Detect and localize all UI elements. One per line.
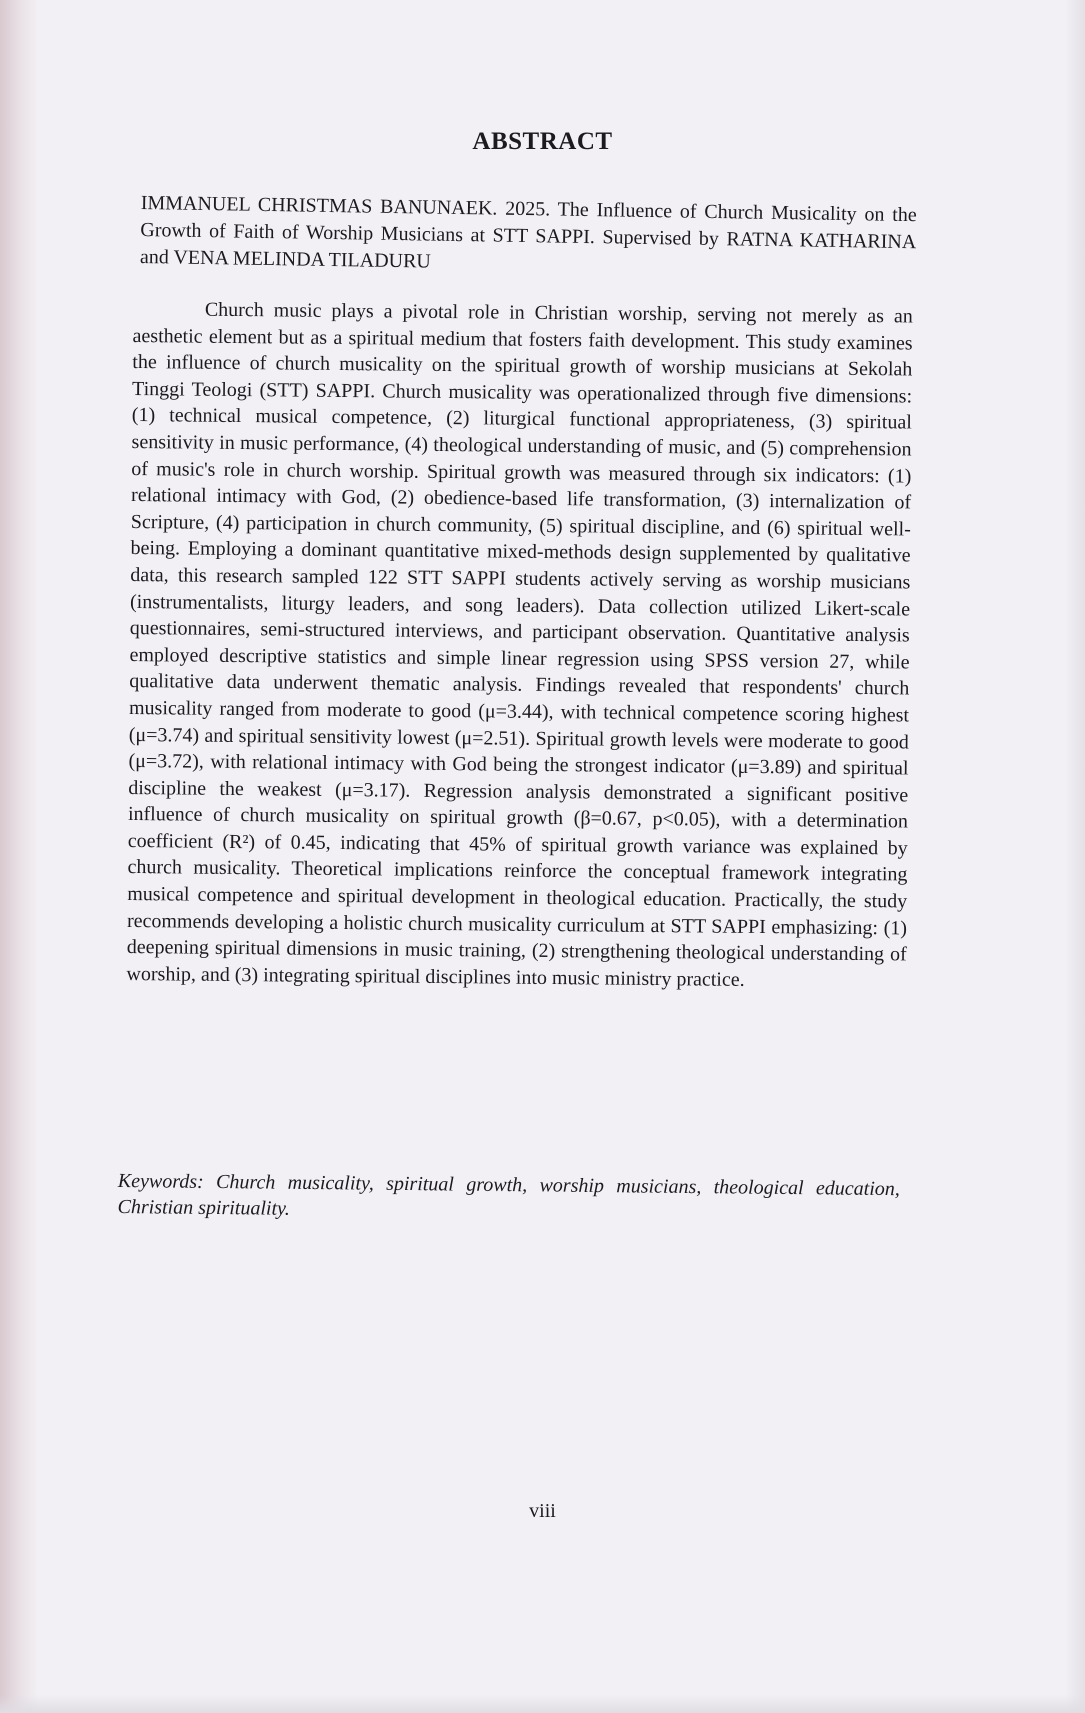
abstract-body: Church music plays a pivotal role in Christian worship, serving not merely as an aesthetic element but as a spiritual medium that fosters faith development. This study examines the influence of church musicality on the spiritual growth of worship musicians at Sekolah Tinggi Teologi (STT) SAPPI. Church musicality was operationalized through five dimensions: (1) technical musical competence, (2) liturgical functional appropriateness, (3) spiritual sensitivity in music performance, (4) theological understanding of music, and (5) comprehension of music's role in church worship. Spiritual growth was measured through six indicators: (1) relational intimacy with God, (2) obedience-based life transformation, (3) internalization of Scripture, (4) participation in church community, (5) spiritual discipline, and (6) spiritual well-being. Employing a dominant quantitative mixed-methods design supplemented by qualitative data, this research sampled 122 STT SAPPI students actively serving as worship musicians (instrumentalists, liturgy leaders, and song leaders). Data collection utilized Likert-scale questionnaires, semi-structured interviews, and participant observation. Quantitative analysis employed descriptive statistics and simple linear regression using SPSS version 27, while qualitative data underwent thematic analysis. Findings revealed that respondents' church musicality ranged from moderate to good (μ=3.44), with technical competence scoring highest (μ=3.74) and spiritual sensitivity lowest (μ=2.51). Spiritual growth levels were moderate to good (μ=3.72), with relational intimacy with God being the strongest indicator (μ=3.89) and spiritual discipline the weakest (μ=3.17). Regression analysis demonstrated a significant positive influence of church musicality on spiritual growth (β=0.67, p<0.05), with a determination coefficient (R²) of 0.45, indicating that 45% of spiritual growth variance was explained by church musicality. Theoretical implications reinforce the conceptual framework integrating musical competence and spiritual development in theological education. Practically, the study recommends developing a holistic church musicality curriculum at STT SAPPI emphasizing: (1) deepening spiritual dimensions in music training, (2) strengthening theological understanding of worship, and (3) integrating spiritual disciplines into music ministry practice. bbox=[126, 298, 913, 991]
keywords: Keywords: Church musicality, spiritual growth, worship musicians, theological education, Christian spirituality. bbox=[117, 1169, 900, 1220]
thesis-citation: IMMANUEL CHRISTMAS BANUNAEK. 2025. The Influence of Church Musicality on the Growth of Faith of Worship Musicians at STT SAPPI. Supervised by RATNA KATHARINA and VENA MELINDA TILADURU bbox=[139, 191, 917, 273]
page-number: viii bbox=[529, 1500, 556, 1522]
page-title: ABSTRACT bbox=[472, 128, 613, 155]
